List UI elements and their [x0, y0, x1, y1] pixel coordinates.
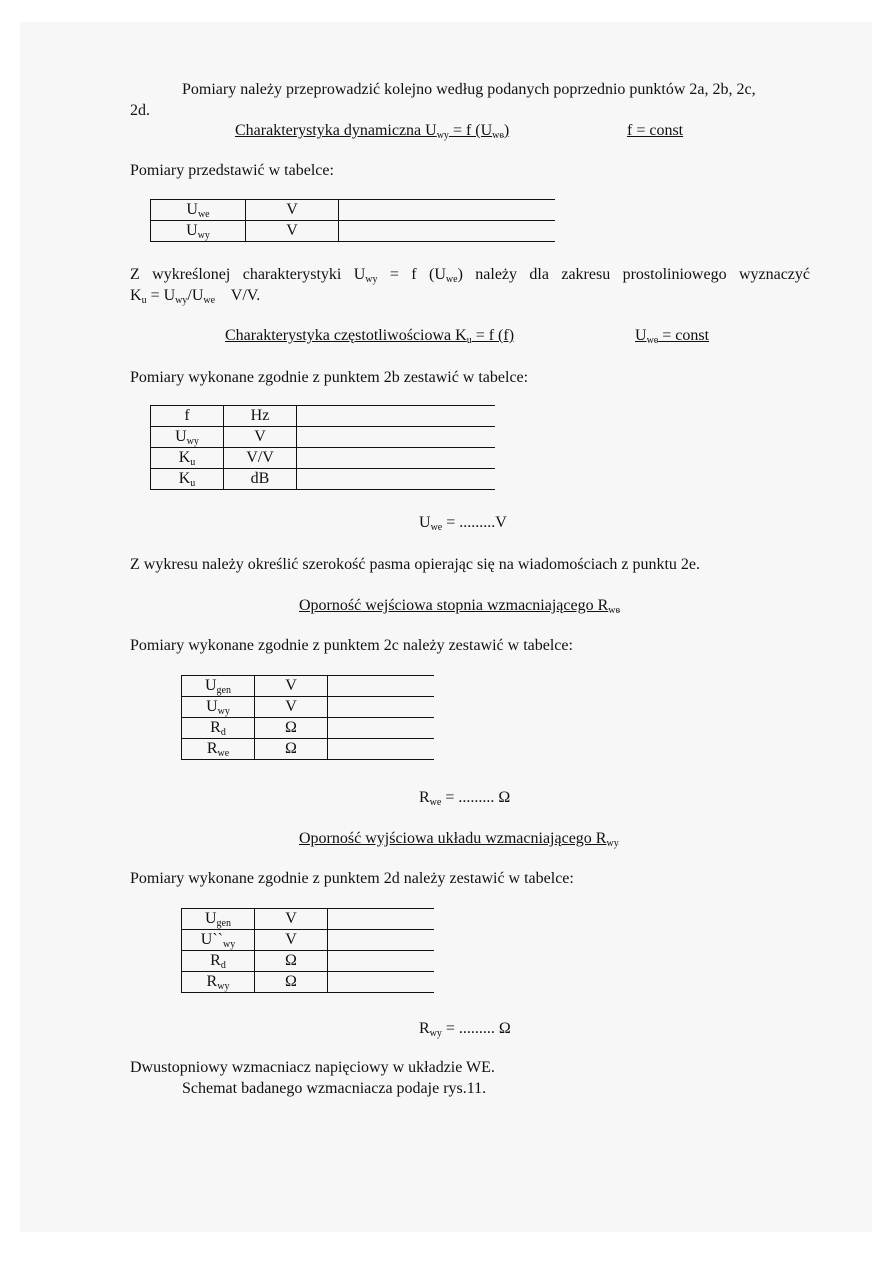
value-cell[interactable]	[328, 676, 435, 697]
value-cell[interactable]	[297, 427, 496, 448]
intro-paragraph-line2: 2d.	[130, 102, 150, 119]
quantity-cell: $U_{gen}$	[182, 676, 255, 697]
quantity-cell: $U_{gen}$	[182, 909, 255, 930]
measurement-table-3	[181, 675, 434, 760]
section-heading-dynamic: Charakterystyka dynamiczna $U_{wy} = f$ $(U_{we}) f$ = const	[235, 122, 684, 141]
value-cell[interactable]	[328, 930, 435, 951]
unit-cell: dB	[224, 469, 297, 490]
table-row	[182, 972, 435, 993]
uwe-result: $U_{we} = .........V$	[419, 514, 507, 533]
quantity-cell: $U_{wy}$	[151, 221, 246, 242]
quantity-cell: $R_d$	[182, 951, 255, 972]
quantity-cell: $R_{we}$	[182, 739, 255, 760]
unit-cell: V	[255, 909, 328, 930]
unit-cell: Ω	[255, 718, 328, 739]
unit-cell: V	[255, 697, 328, 718]
value-cell[interactable]	[297, 448, 496, 469]
lead-text-table2: Pomiary wykonane zgodnie z punktem 2b zestawić w tabelce:	[130, 369, 529, 386]
section-heading-frequency: Charakterystyka częstotliwościowa $K_u = f$ (f) $U_{we}$ = const	[225, 327, 710, 346]
quantity-cell: $U_{wy}$	[182, 697, 255, 718]
table-row	[182, 930, 435, 951]
unit-cell: V	[255, 676, 328, 697]
condition-uwe-const: $U_{we}$ = const	[635, 327, 710, 346]
quantity-cell: $U_{we}$	[151, 200, 246, 221]
unit-cell: Ω	[255, 739, 328, 760]
quantity-cell: $K_u$	[151, 448, 224, 469]
value-cell[interactable]	[297, 406, 496, 427]
condition-f-const: f = const	[627, 122, 684, 139]
lead-text-table4: Pomiary wykonane zgodnie z punktem 2d należy zestawić w tabelce:	[130, 870, 574, 887]
table-row	[151, 200, 556, 221]
quantity-cell: f	[151, 406, 224, 427]
table-row	[182, 718, 435, 739]
quantity-cell: $R_{wy}$	[182, 972, 255, 993]
measurement-table-2	[150, 405, 495, 490]
paragraph-ku-line2: $K_u = U_{wy}/U_{we}$ V/V.	[130, 287, 261, 306]
unit-cell: Ω	[255, 951, 328, 972]
value-cell[interactable]	[328, 697, 435, 718]
rwy-result: $R_{wy}$ = ......... Ω	[419, 1020, 511, 1039]
quantity-cell: $U``_{wy}$	[182, 930, 255, 951]
table-row	[182, 951, 435, 972]
value-cell[interactable]	[328, 739, 435, 760]
section-heading-output-resistance: Oporność wyjściowa układu wzmacniającego $R_{wy}$	[299, 830, 619, 849]
table-row	[151, 427, 496, 448]
value-cell[interactable]	[339, 200, 556, 221]
measurement-table-1	[150, 199, 555, 242]
value-cell[interactable]	[328, 951, 435, 972]
table-row	[151, 406, 496, 427]
unit-cell: V/V	[224, 448, 297, 469]
rwe-result: $R_{we}$ = ......... Ω	[419, 789, 511, 808]
lead-text-table1: Pomiary przedstawić w tabelce:	[130, 162, 334, 179]
unit-cell: V	[246, 200, 339, 221]
closing-paragraph-line1: Dwustopniowy wzmacniacz napięciowy w układzie WE.	[130, 1059, 495, 1076]
closing-paragraph-line2: Schemat badanego wzmacniacza podaje rys.11.	[182, 1080, 487, 1097]
measurement-table-4	[181, 908, 434, 993]
table-row	[182, 909, 435, 930]
table-row	[182, 739, 435, 760]
unit-cell: V	[224, 427, 297, 448]
paragraph-ku-line1: Z wykreślonej charakterystyki $U_{wy} = f$ $(U_{we})$ należy dla zakresu prostoliniowego wyznaczyć	[130, 266, 811, 285]
paragraph-bandwidth: Z wykresu należy określić szerokość pasma opierając się na wiadomościach z punktu 2e.	[130, 556, 701, 573]
quantity-cell: $K_u$	[151, 469, 224, 490]
table-row	[151, 469, 496, 490]
quantity-cell: $U_{wy}$	[151, 427, 224, 448]
intro-paragraph-line1: Pomiary należy przeprowadzić kolejno według podanych poprzednio punktów 2a, 2b, 2c,	[182, 81, 756, 98]
table-row	[182, 676, 435, 697]
value-cell[interactable]	[328, 909, 435, 930]
value-cell[interactable]	[297, 469, 496, 490]
value-cell[interactable]	[328, 718, 435, 739]
value-cell[interactable]	[339, 221, 556, 242]
table-row	[182, 697, 435, 718]
quantity-cell: $R_d$	[182, 718, 255, 739]
unit-cell: V	[255, 930, 328, 951]
unit-cell: Ω	[255, 972, 328, 993]
unit-cell: Hz	[224, 406, 297, 427]
table-row	[151, 448, 496, 469]
unit-cell: V	[246, 221, 339, 242]
table-row	[151, 221, 556, 242]
lead-text-table3: Pomiary wykonane zgodnie z punktem 2c należy zestawić w tabelce:	[130, 637, 573, 654]
value-cell[interactable]	[328, 972, 435, 993]
section-heading-input-resistance: Oporność wejściowa stopnia wzmacniającego $R_{we}$	[299, 597, 620, 616]
